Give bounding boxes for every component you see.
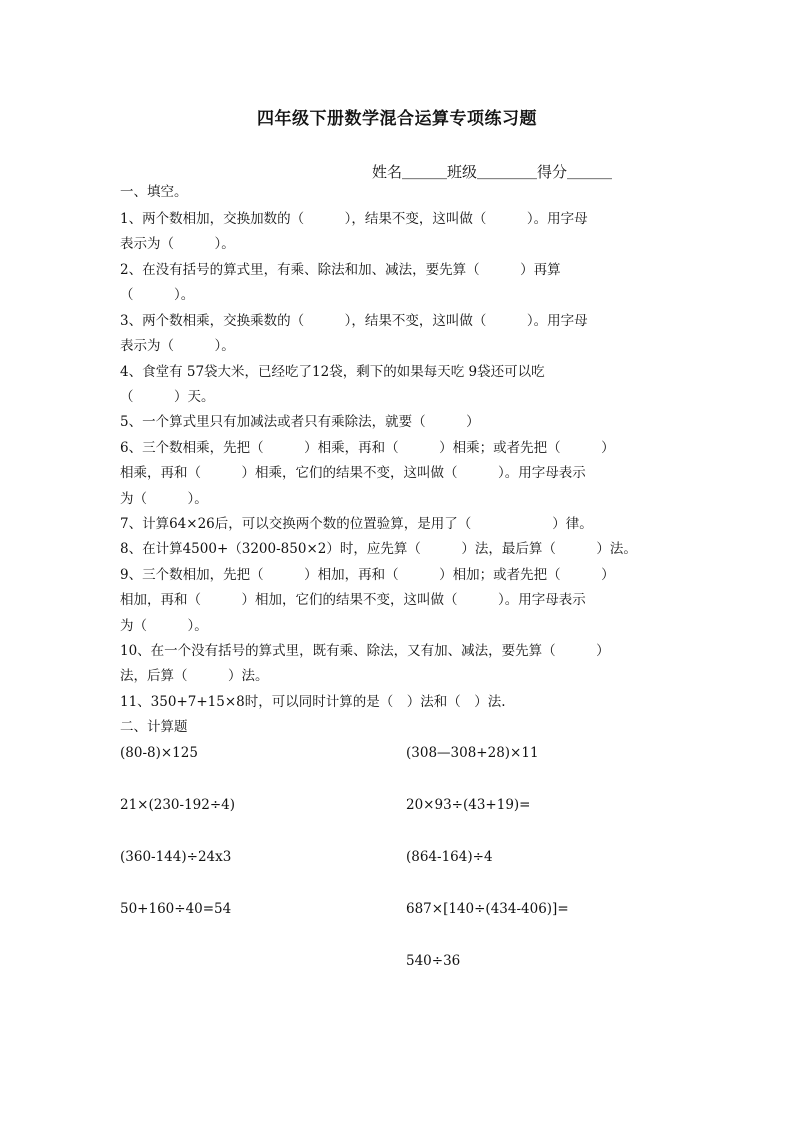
calc-problem: 540÷36 <box>406 953 461 969</box>
calc-problem: (360-144)÷24x3 <box>120 849 232 865</box>
section-heading-calculation: 二、计算题 <box>120 719 188 735</box>
question-line: 7、计算64×26后，可以交换两个数的位置验算，是用了（ ）律。 <box>120 516 593 532</box>
calc-problem: (864-164)÷4 <box>406 849 493 865</box>
calc-problem: 21×(230-192÷4) <box>120 797 236 813</box>
question-line: 10、在一个没有括号的算式里，既有乘、除法，又有加、减法，要先算（ ） <box>120 643 610 659</box>
question-line: 4、食堂有 57袋大米，已经吃了12袋，剩下的如果每天吃 9袋还可以吃 <box>120 364 545 380</box>
question-line: 3、两个数相乘，交换乘数的（ ），结果不变，这叫做（ ）。用字母 <box>120 313 588 329</box>
calc-problem: (308—308+28)×11 <box>406 745 539 761</box>
question-line: 法，后算（ ）法。 <box>120 668 269 684</box>
question-line: 为（ ）。 <box>120 618 208 634</box>
question-line: 表示为（ ）。 <box>120 338 235 354</box>
section-heading-fill-blank: 一、填空。 <box>120 184 188 200</box>
question-line: 6、三个数相乘，先把（ ）相乘，再和（ ）相乘；或者先把（ ） <box>120 440 615 456</box>
question-line: 相加，再和（ ）相加，它们的结果不变，这叫做（ ）。用字母表示 <box>120 592 586 608</box>
calc-problem: (80-8)×125 <box>120 745 198 761</box>
question-line: 表示为（ ）。 <box>120 236 235 252</box>
calc-problem: 50+160÷40=54 <box>120 901 232 917</box>
question-line: 2、在没有括号的算式里，有乘、除法和加、减法，要先算（ ）再算 <box>120 262 561 278</box>
calc-problem: 687×[140÷(434-406)]= <box>406 901 569 917</box>
question-line: （ ）天。 <box>120 389 215 405</box>
question-line: 5、一个算式里只有加减法或者只有乘除法，就要（ ） <box>120 414 480 430</box>
page-title: 四年级下册数学混合运算专项练习题 <box>257 109 537 129</box>
student-info-line: 姓名＿＿＿班级＿＿＿＿得分＿＿＿ <box>372 163 613 181</box>
calc-problem: 20×93÷(43+19)= <box>406 797 531 813</box>
question-line: 相乘，再和（ ）相乘，它们的结果不变，这叫做（ ）。用字母表示 <box>120 465 586 481</box>
question-line: 为（ ）。 <box>120 491 208 507</box>
question-line: 11、350+7+15×8时，可以同时计算的是（ ）法和（ ）法. <box>120 694 506 710</box>
question-line: （ ）。 <box>120 287 195 303</box>
question-line: 1、两个数相加，交换加数的（ ），结果不变，这叫做（ ）。用字母 <box>120 211 588 227</box>
question-line: 8、在计算4500+（3200-850×2）时，应先算（ ）法，最后算（ ）法。 <box>120 541 637 557</box>
question-line: 9、三个数相加，先把（ ）相加，再和（ ）相加；或者先把（ ） <box>120 567 615 583</box>
